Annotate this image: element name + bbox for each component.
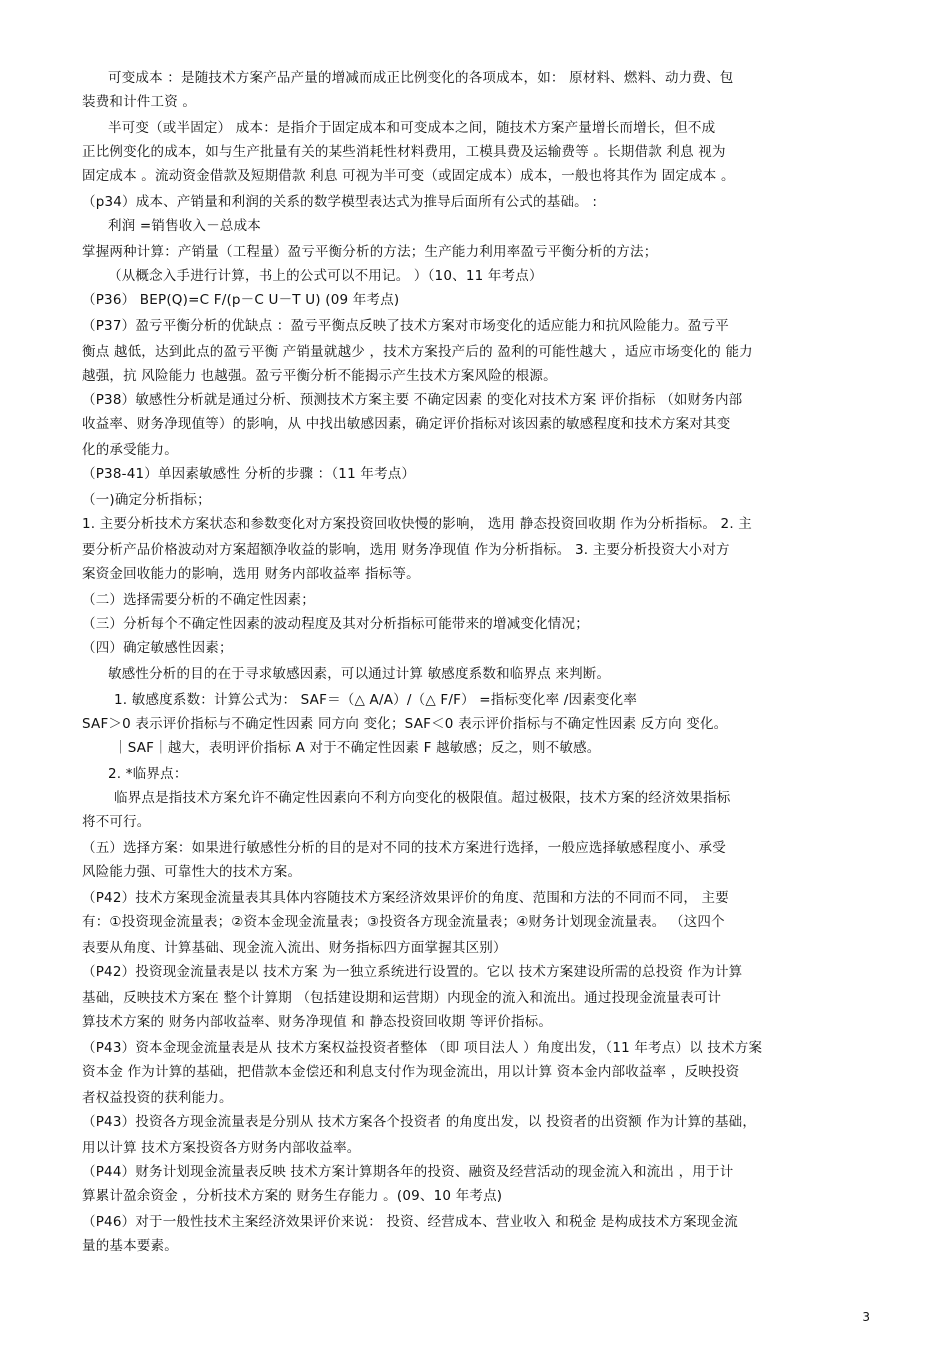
text-line: 利润 =销售收入－总成本 [108,218,262,234]
text-line: 算累计盈余资金 ，分析技术方案的 财务生存能力 。(09、10 年考点) [82,1188,503,1204]
text-line: （P38）敏感性分析就是通过分析、预测技术方案主要 不确定因素 的变化对技术方案 评价指标 （如财务内部 [82,392,743,408]
text-line: 风险能力强、可靠性大的技术方案。 [82,864,302,880]
page-number: 3 [862,1310,870,1324]
text-line: 量的基本要素。 [82,1238,178,1254]
text-line: 掌握两种计算：产销量（工程量）盈亏平衡分析的方法；生产能力利用率盈亏平衡分析的方法； [82,244,658,260]
text-line: （P44）财务计划现金流量表反映 技术方案计算期各年的投资、融资及经营活动的现金流入和流出 ，用于计 [82,1164,734,1180]
text-line: （四）确定敏感性因素； [82,640,233,656]
text-line: 化的承受能力。 [82,442,178,458]
text-line: 资本金 作为计算的基础，把借款本金偿还和利息支付作为现金流出，用以计算 资本金内部收益率 ，反映投资 [82,1064,740,1080]
text-line: （五）选择方案：如果进行敏感性分析的目的是对不同的技术方案进行选择，一般应选择敏感程度小、承受 [82,840,726,856]
text-line: 1. 主要分析技术方案状态和参数变化对方案投资回收快慢的影响， 选用 静态投资回收期 作为分析指标。 2. 主 [82,516,753,532]
text-line: 正比例变化的成本，如与生产批量有关的某些消耗性材料费用，工模具费及运输费等 。长期借款 利息 视为 [82,144,726,160]
text-line: 装费和计件工资 。 [82,94,197,110]
text-line: （三）分析每个不确定性因素的波动程度及其对分析指标可能带来的增减变化情况； [82,616,589,632]
text-line: 基础，反映技术方案在 整个计算期 （包括建设期和运营期）内现金的流入和流出。通过投现金流量表可计 [82,990,722,1006]
text-line: （二）选择需要分析的不确定性因素； [82,592,315,608]
text-line: （从概念入手进行计算，书上的公式可以不用记。 ）（10、11 年考点） [108,268,543,284]
text-line: 有：①投资现金流量表；②资本金现金流量表；③投资各方现金流量表；④财务计划现金流量表。 （这四个 [82,914,725,930]
text-line: 敏感性分析的目的在于寻求敏感因素，可以通过计算 敏感度系数和临界点 来判断。 [108,666,611,682]
text-line: 用以计算 技术方案投资各方财务内部收益率。 [82,1140,361,1156]
text-line: 将不可行。 [82,814,151,830]
text-line: （一)确定分析指标； [82,492,211,508]
text-line: 表要从角度、计算基础、现金流入流出、财务指标四方面掌握其区别） [82,940,507,956]
text-line: （P37）盈亏平衡分析的优缺点 ：盈亏平衡点反映了技术方案对市场变化的适应能力和抗风险能力。盈亏平 [82,318,729,334]
text-line: 半可变（或半固定） 成本：是指介于固定成本和可变成本之间，随技术方案产量增长而增长，但不成 [108,120,716,136]
text-line: 要分析产品价格波动对方案超额净收益的影响，选用 财务净现值 作为分析指标。 3. 主要分析投资大小对方 [82,542,730,558]
text-line: （P42）投资现金流量表是以 技术方案 为一独立系统进行设置的。它以 技术方案建设所需的总投资 作为计算 [82,964,743,980]
text-line: （P46）对于一般性技术主案经济效果评价来说： 投资、经营成本、营业收入 和税金 是构成技术方案现金流 [82,1214,738,1230]
text-line: （P42）技术方案现金流量表其具体内容随技术方案经济效果评价的角度、范围和方法的不同而不同， 主要 [82,890,729,906]
text-line: SAF＞0 表示评价指标与不确定性因素 同方向 变化；SAF＜0 表示评价指标与不确定性因素 反方向 变化。 [82,716,728,732]
text-line: 衡点 越低，达到此点的盈亏平衡 产销量就越少 ，技术方案投产后的 盈利的可能性越大 ，适应市场变化的 能力 [82,344,753,360]
text-line: （P38-41）单因素敏感性 分析的步骤 ：（11 年考点） [82,466,416,482]
text-line: 越强，抗 风险能力 也越强。盈亏平衡分析不能揭示产生技术方案风险的根源。 [82,368,557,384]
text-line: 固定成本 。流动资金借款及短期借款 利息 可视为半可变（或固定成本）成本，一般也将其作为 固定成本 。 [82,168,735,184]
text-line: 2. *临界点： [108,766,188,782]
text-line: （P36） BEP(Q)=C F/(p－C U－T U) (09 年考点) [82,292,400,308]
text-line: 可变成本 ：是随技术方案产品产量的增减而成正比例变化的各项成本，如： 原材料、燃料、动力费、包 [108,70,734,86]
text-line: 算技术方案的 财务内部收益率、财务净现值 和 静态投资回收期 等评价指标。 [82,1014,553,1030]
text-line: 1. 敏感度系数：计算公式为： SAF＝（△ A/A）/（△ F/F） =指标变化率 /因素变化率 [114,692,638,708]
text-line: （p34）成本、产销量和利润的关系的数学模型表达式为推导后面所有公式的基础。 : [82,194,598,210]
text-line: （P43）资本金现金流量表是从 技术方案权益投资者整体 （即 项目法人 ）角度出发，（11 年考点）以 技术方案 [82,1040,763,1056]
text-line: 者权益投资的获利能力。 [82,1090,233,1106]
text-line: ｜SAF｜越大，表明评价指标 A 对于不确定性因素 F 越敏感；反之，则不敏感。 [114,740,601,756]
text-line: 收益率、财务净现值等）的影响，从 中找出敏感因素，确定评价指标对该因素的敏感程度和技术方案对其变 [82,416,731,432]
text-line: （P43）投资各方现金流量表是分别从 技术方案各个投资者 的角度出发，以 投资者的出资额 作为计算的基础， [82,1114,757,1130]
text-line: 案资金回收能力的影响，选用 财务内部收益率 指标等。 [82,566,420,582]
text-line: 临界点是指技术方案允许不确定性因素向不利方向变化的极限值。超过极限，技术方案的经济效果指标 [114,790,731,806]
